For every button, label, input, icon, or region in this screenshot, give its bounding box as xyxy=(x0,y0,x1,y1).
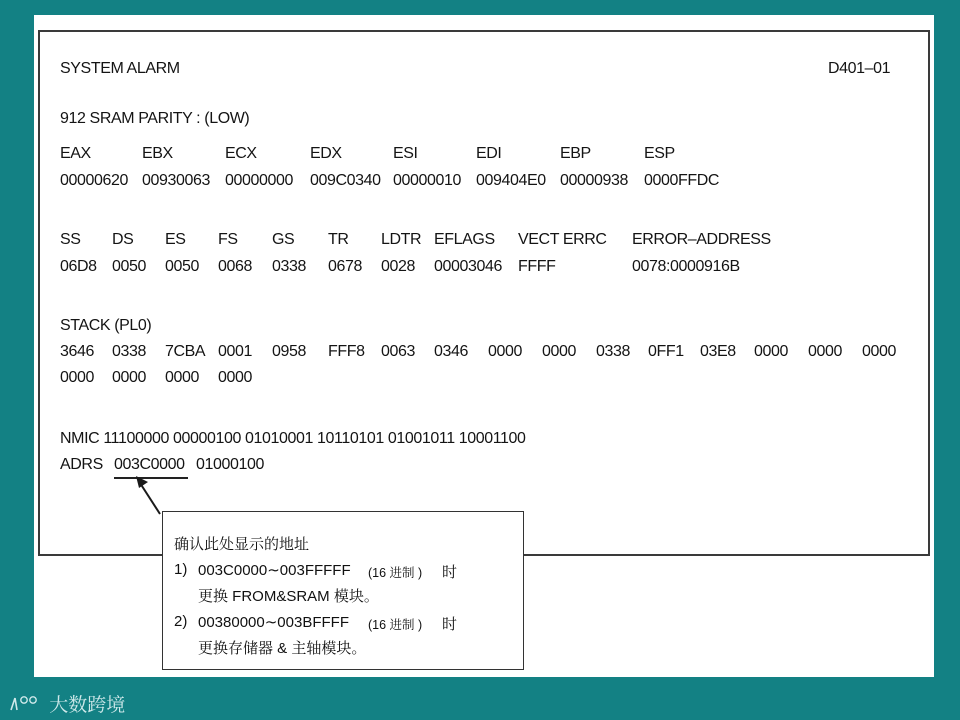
adrs-extra: 01000100 xyxy=(196,456,264,473)
reg-value: 00000010 xyxy=(393,172,461,189)
reg-label: LDTR xyxy=(381,231,422,248)
reg-label: EDI xyxy=(476,145,502,162)
reg-value: 0050 xyxy=(165,258,199,275)
stack-word: 0FF1 xyxy=(648,343,684,360)
reg-value: FFFF xyxy=(518,258,556,275)
callout-address-range: 00380000∼003BFFFF xyxy=(198,614,349,631)
callout-suffix: 时 xyxy=(442,616,458,633)
stack-word: 0338 xyxy=(112,343,146,360)
stack-word: 0001 xyxy=(218,343,252,360)
reg-label: VECT ERRC xyxy=(518,231,607,248)
reg-value: 00000620 xyxy=(60,172,128,189)
reg-label: SS xyxy=(60,231,81,248)
callout-suffix: 时 xyxy=(442,564,458,581)
callout-action: 更换 FROM&SRAM 模块。 xyxy=(198,588,379,605)
reg-value: 0050 xyxy=(112,258,146,275)
stack-word: 0000 xyxy=(808,343,842,360)
reg-value: 00003046 xyxy=(434,258,502,275)
adrs-label: ADRS xyxy=(60,456,103,473)
reg-value: 00930063 xyxy=(142,172,210,189)
nmic-line: NMIC 11100000 00000100 01010001 10110101 01001011 10001100 xyxy=(60,430,526,447)
reg-value: 00000000 xyxy=(225,172,293,189)
stack-word: 0000 xyxy=(488,343,522,360)
reg-label: GS xyxy=(272,231,295,248)
stack-word: 0958 xyxy=(272,343,306,360)
reg-value: 00000938 xyxy=(560,172,628,189)
stack-word: 7CBA xyxy=(165,343,206,360)
reg-label: ESI xyxy=(393,145,418,162)
reg-value: 009404E0 xyxy=(476,172,546,189)
stack-word: 0000 xyxy=(862,343,896,360)
reg-value: 0078:0000916B xyxy=(632,258,740,275)
stack-word: 03E8 xyxy=(700,343,736,360)
reg-label: ES xyxy=(165,231,186,248)
footer-logo xyxy=(8,690,125,717)
reg-label: ERROR–ADDRESS xyxy=(632,231,771,248)
callout-title: 确认此处显示的地址 xyxy=(174,536,310,553)
reg-label: FS xyxy=(218,231,238,248)
callout-item-number: 1) xyxy=(174,561,188,578)
reg-label: EBP xyxy=(560,145,591,162)
reg-label: TR xyxy=(328,231,349,248)
adrs-value: 003C0000 xyxy=(114,456,185,473)
reg-value: 0068 xyxy=(218,258,252,275)
reg-value: 009C0340 xyxy=(310,172,381,189)
stack-word: 0346 xyxy=(434,343,468,360)
reg-value: 0000FFDC xyxy=(644,172,720,189)
screen-title: SYSTEM ALARM xyxy=(60,60,180,77)
stack-word: 0000 xyxy=(60,369,94,386)
alarm-message: 912 SRAM PARITY : (LOW) xyxy=(60,110,250,127)
stack-word: 0000 xyxy=(218,369,252,386)
brand-logo-icon xyxy=(8,694,44,714)
reg-label: ECX xyxy=(225,145,257,162)
stack-word: 0063 xyxy=(381,343,415,360)
reg-value: 0028 xyxy=(381,258,415,275)
callout-radix-note: (16 进制 ) xyxy=(368,566,423,580)
reg-label: EAX xyxy=(60,145,91,162)
reg-value: 0678 xyxy=(328,258,362,275)
stack-word: 0000 xyxy=(112,369,146,386)
reg-label: EBX xyxy=(142,145,173,162)
stack-word: 0000 xyxy=(754,343,788,360)
callout-action: 更换存储器 & 主轴模块。 xyxy=(198,640,367,657)
callout-item-number: 2) xyxy=(174,613,188,630)
reg-label: DS xyxy=(112,231,134,248)
stack-word: FFF8 xyxy=(328,343,365,360)
stack-word: 0000 xyxy=(165,369,199,386)
reg-value: 0338 xyxy=(272,258,306,275)
reg-label: ESP xyxy=(644,145,675,162)
reg-label: EFLAGS xyxy=(434,231,495,248)
stack-word: 0338 xyxy=(596,343,630,360)
callout-radix-note: (16 进制 ) xyxy=(368,618,423,632)
screen-code: D401–01 xyxy=(828,60,891,77)
reg-label: EDX xyxy=(310,145,342,162)
reg-value: 06D8 xyxy=(60,258,97,275)
footer-logo-text: 大数跨境 xyxy=(49,695,126,716)
stack-word: 0000 xyxy=(542,343,576,360)
stack-label: STACK (PL0) xyxy=(60,317,152,334)
callout-address-range: 003C0000∼003FFFFF xyxy=(198,562,351,579)
stack-word: 3646 xyxy=(60,343,94,360)
